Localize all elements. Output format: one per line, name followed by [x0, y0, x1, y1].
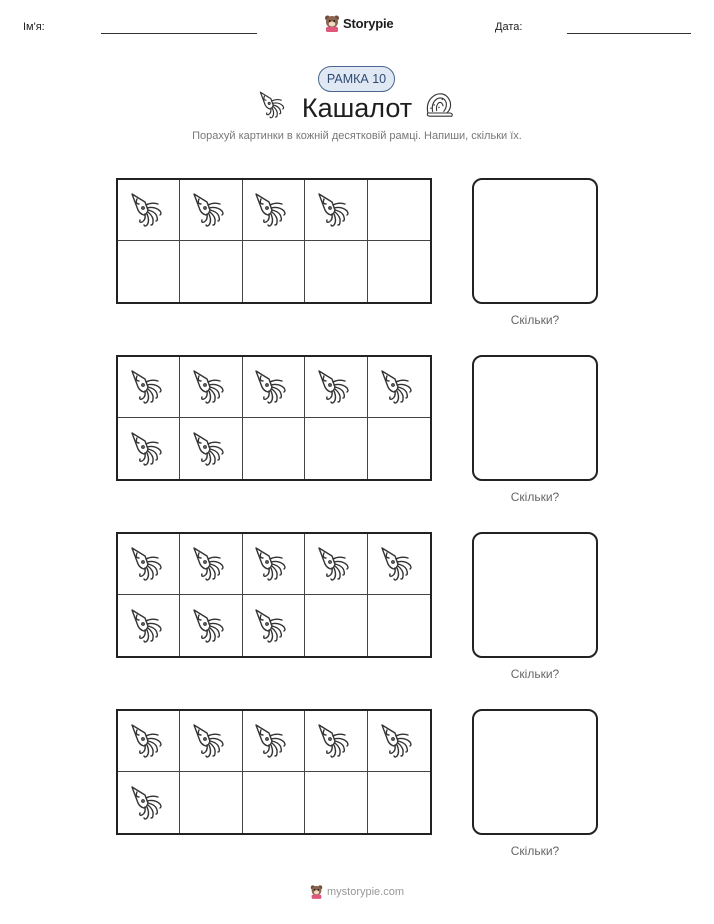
ten-frame-cell: [305, 711, 367, 772]
ten-frame-cell: [368, 418, 430, 479]
ten-frame-cell: [243, 180, 305, 241]
squid-icon: [129, 606, 169, 646]
squid-icon: [379, 721, 419, 761]
ten-frame-cell: [180, 180, 242, 241]
ten-frame-cell: [368, 534, 430, 595]
squid-icon: [253, 606, 293, 646]
squid-icon: [191, 367, 231, 407]
ten-frame-cell: [180, 241, 242, 302]
squid-icon: [253, 367, 293, 407]
ten-frame-cell: [368, 772, 430, 833]
ten-frame-cell: [180, 357, 242, 418]
ten-frame-cell: [118, 241, 180, 302]
answer-label: Скільки?: [510, 490, 560, 504]
ten-frame-cell: [305, 241, 367, 302]
instructions: Порахуй картинки в кожній десятковій рамці. Напиши, скільки їх.: [192, 130, 522, 142]
date-label: Дата:: [495, 21, 523, 33]
ten-frame-cell: [180, 711, 242, 772]
squid-icon: [253, 544, 293, 584]
ten-frame-cell: [368, 711, 430, 772]
brand-logo: [324, 13, 393, 33]
ten-frame-cell: [305, 534, 367, 595]
ten-frame-cell: [243, 534, 305, 595]
ten-frame: [116, 355, 432, 481]
ten-frame-cell: [368, 180, 430, 241]
bear-mascot-icon: [324, 14, 340, 32]
answer-box[interactable]: [472, 532, 598, 658]
ten-frame-cell: [305, 772, 367, 833]
squid-icon: [316, 367, 356, 407]
ten-frame-cell: [305, 357, 367, 418]
squid-icon: [129, 544, 169, 584]
squid-icon: [253, 190, 293, 230]
squid-icon: [129, 783, 169, 823]
ten-frame-cell: [243, 595, 305, 656]
ten-frame: [116, 532, 432, 658]
answer-box[interactable]: [472, 178, 598, 304]
ten-frame-cell: [243, 711, 305, 772]
squid-icon: [191, 721, 231, 761]
ten-frame-cell: [180, 772, 242, 833]
date-line[interactable]: [567, 33, 691, 34]
ten-frame-cell: [243, 357, 305, 418]
ten-frame-cell: [118, 711, 180, 772]
squid-icon: [129, 190, 169, 230]
ten-frame-cell: [368, 241, 430, 302]
ten-frame-cell: [118, 418, 180, 479]
ten-frame-cell: [243, 772, 305, 833]
footer: [0, 884, 714, 899]
shell-icon: [423, 88, 455, 122]
ten-frame-cell: [180, 418, 242, 479]
squid-icon: [129, 367, 169, 407]
squid-icon: [191, 190, 231, 230]
squid-icon: [191, 544, 231, 584]
answer-label: Скільки?: [510, 844, 560, 858]
ten-frame-cell: [180, 534, 242, 595]
name-label: Ім'я:: [23, 21, 45, 33]
squid-icon: [379, 544, 419, 584]
name-line[interactable]: [101, 33, 257, 34]
ten-frame-cell: [305, 418, 367, 479]
squid-icon: [191, 429, 231, 469]
ten-frame-cell: [118, 595, 180, 656]
page-title: Кашалот: [301, 93, 413, 123]
ten-frame-cell: [305, 180, 367, 241]
ten-frame-cell: [180, 595, 242, 656]
level-badge: РАМКА 10: [318, 66, 395, 92]
answer-label: Скільки?: [510, 667, 560, 681]
squid-icon: [129, 721, 169, 761]
squid-icon: [191, 606, 231, 646]
squid-icon: [316, 190, 356, 230]
ten-frame-cell: [243, 418, 305, 479]
ten-frame-cell: [118, 357, 180, 418]
squid-icon: [379, 367, 419, 407]
squid-icon: [316, 721, 356, 761]
ten-frame-cell: [243, 241, 305, 302]
footer-site[interactable]: mystorypie.com: [326, 885, 405, 898]
ten-frame-cell: [118, 180, 180, 241]
ten-frame-cell: [368, 595, 430, 656]
ten-frame: [116, 709, 432, 835]
squid-icon: [129, 429, 169, 469]
answer-label: Скільки?: [510, 313, 560, 327]
squid-icon: [253, 721, 293, 761]
bear-mascot-icon: [310, 884, 323, 899]
ten-frame: [116, 178, 432, 304]
ten-frame-cell: [368, 357, 430, 418]
brand-name: Storypie: [343, 15, 394, 31]
ten-frame-cell: [118, 772, 180, 833]
answer-box[interactable]: [472, 355, 598, 481]
ten-frame-cell: [305, 595, 367, 656]
ten-frame-cell: [118, 534, 180, 595]
answer-box[interactable]: [472, 709, 598, 835]
squid-icon: [316, 544, 356, 584]
